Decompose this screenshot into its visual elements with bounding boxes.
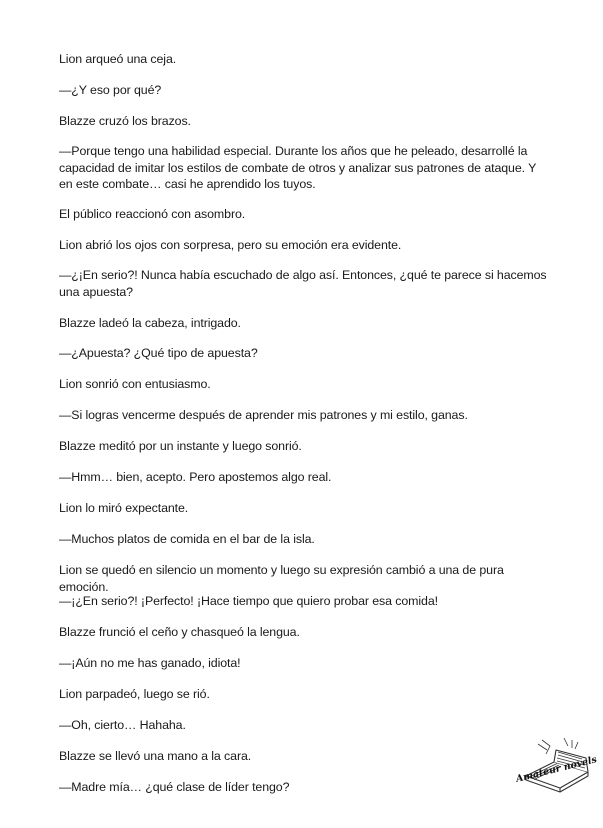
paragraph-3: Blazze cruzó los brazos. <box>59 114 191 128</box>
watermark-logo <box>514 732 598 794</box>
paragraph-20: Lion parpadeó, luego se rió. <box>59 687 210 701</box>
paragraph-6: Lion abrió los ojos con sorpresa, pero su emoción era evidente. <box>59 238 402 252</box>
watermark-text: Amateur novels <box>514 754 598 785</box>
paragraph-11: —Si logras vencerme después de aprender mis patrones y mi estilo, ganas. <box>59 408 468 422</box>
paragraph-17: —¡¿En serio?! ¡Perfecto! ¡Hace tiempo que quiero probar esa comida! <box>59 594 438 608</box>
paragraph-7: —¿¡En serio?! Nunca había escuchado de algo así. Entonces, ¿qué te parece si hacemos una apuesta? <box>59 268 547 299</box>
paragraph-18: Blazze frunció el ceño y chasqueó la lengua. <box>59 625 300 639</box>
paragraph-10: Lion sonrió con entusiasmo. <box>59 377 211 391</box>
paragraph-15: —Muchos platos de comida en el bar de la isla. <box>59 532 315 546</box>
paragraph-12: Blazze meditó por un instante y luego sonrió. <box>59 439 302 453</box>
paragraph-23: —Madre mía… ¿qué clase de líder tengo? <box>59 780 290 794</box>
paragraph-8: Blazze ladeó la cabeza, intrigado. <box>59 316 241 330</box>
paragraph-22: Blazze se llevó una mano a la cara. <box>59 749 252 763</box>
paragraph-2: —¿Y eso por qué? <box>59 83 162 97</box>
paragraph-4: —Porque tengo una habilidad especial. Durante los años que he peleado, desarrollé la capacidad de imitar los estilos de combate de otros y analizar sus patrones de ataque. Y en este combate… casi he aprendido los tuyos. <box>59 144 537 191</box>
paragraph-9: —¿Apuesta? ¿Qué tipo de apuesta? <box>59 346 258 360</box>
paragraph-13: —Hmm… bien, acepto. Pero apostemos algo real. <box>59 470 332 484</box>
paragraph-19: —¡Aún no me has ganado, idiota! <box>59 656 241 670</box>
paragraph-1: Lion arqueó una ceja. <box>59 52 177 66</box>
paragraph-21: —Oh, cierto… Hahaha. <box>59 718 186 732</box>
paragraph-16: Lion se quedó en silencio un momento y luego su expresión cambió a una de pura emoción. <box>59 563 504 594</box>
paragraph-14: Lion lo miró expectante. <box>59 501 189 515</box>
paragraph-5: El público reaccionó con asombro. <box>59 207 246 221</box>
